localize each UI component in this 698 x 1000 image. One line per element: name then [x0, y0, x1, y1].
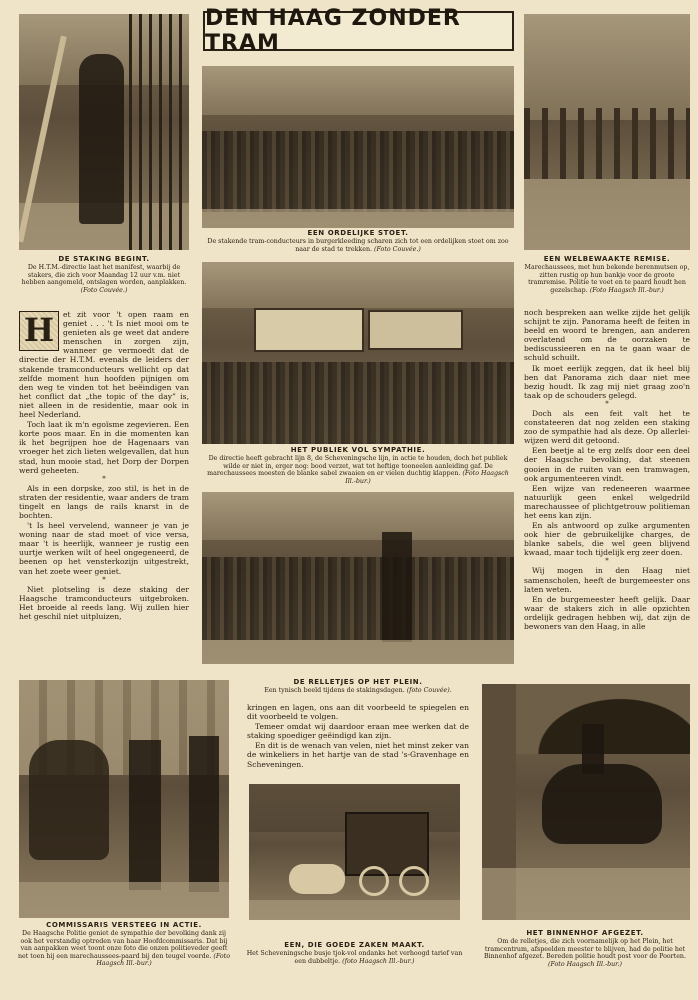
article-paragraph: Een beetje al te erg zelfs door een deel der Haagsche bevolking, dat steenen gooien in de ruiten van een tramwagen, ook argumenteeren vindt.: [524, 446, 690, 483]
caption-staking-begint: [19, 256, 189, 294]
article-paragraph: Een wijze van redeneeren waarmee natuurlijk geen enkel welgedrild marechaussee of plichtgetrouw politieman het eens kan zijn.: [524, 483, 690, 520]
article-paragraph: En de burgemeester heeft gelijk. Daar waar de stakers zich in alle opzichten ordelijk gedragen hebben wij, dat zijn de bewoners van den Haag, in alle: [524, 594, 690, 631]
article-column-right: noch bespreken aan welke zijde het gelijk schijnt te zijn. Panorama heeft de feiten in beeld en woord te brengen, aan anderen overlatend om de oorzaken te bediscussieeren en na te gaan waar de schuld schuilt. Ik moet eerlijk zeggen, dat ik heel blij ben dat Panorama zich daar niet mee bezig houdt. Ik zag mij niet graag zoo'n taak op de schouders gelegd. * Doch als een feit valt het te constateeren dat nog zelden een staking zoo de sympathie had als deze. Op allerlei-wijzen werd dit getoond. Een beetje al te erg zelfs door een deel der Haagsche bevolking, dat steenen gooien in de ruiten van een tramwagen, ook argumenteeren vindt. Een wijze van redeneeren waarmee natuurlijk geen enkel welgedrild marechaussee of plichtgetrouw politieman het eens kan zijn. En als antwoord op zulke argumenten ook hier de gebruikelijke charges, de blanke sabels, die wel geen blijvend kwaad, maar toch tijdelijk erg zeer doen. * Wij mogen in den Haag niet samenscholen, heeft de burgemeester ons laten weten. En de burgemeester heeft gelijk. Daar waar de stakers zich in alle opzichten ordelijk gedragen hebben wij, dat zijn de bewoners van den Haag, in alle: [524, 308, 690, 631]
caption-heading: HET PUBLIEK VOL SYMPATHIE.: [290, 446, 426, 454]
article-paragraph: En als antwoord op zulke argumenten ook hier de gebruikelijke charges, de blanke sabels, die wel geen blijvend kwaad, maar toch tijdelijk erg zeer doen.: [524, 521, 690, 558]
photo-binnenhof-afgezet: [482, 684, 690, 920]
caption-relletjes-op-het-plein: [202, 679, 514, 695]
caption-heading: EEN WELBEWAAKTE REMISE.: [543, 255, 671, 263]
article-paragraph: Ik moet eerlijk zeggen, dat ik heel blij ben dat Panorama zich daar niet mee bezig houdt. Ik zag mij niet graag zoo'n taak op de schouders gelegd.: [524, 363, 690, 400]
photo-publiek-vol-sympathie: [202, 262, 514, 444]
article-paragraph: Temeer omdat wij daardoor eraan mee werken dat de staking spoediger geëindigd kan zijn.: [247, 722, 469, 741]
caption-text: Een tynisch beeld tijdens de stakingsdagen.: [264, 687, 405, 695]
article-paragraph: et zit voor 't open raam en geniet . . . 't Is niet mooi om te genieten als ge weet dat andere menschen in zorgen zijn, wanneer ge vermoedt dat de directie der H.T.M. evenals de leiders der stakende tramconducteurs wellicht op dat zelfde moment hun hoofden pijnigen om den weg te vinden tot het beëindigen van het conflict dat „the topic of the day” is, niet alleen in de residentie, maar ook in heel Nederland.: [19, 310, 189, 420]
caption-heading: EEN, DIE GOEDE ZAKEN MAAKT.: [284, 941, 425, 949]
caption-credit: (Foto Haagsch Ill.-bur.): [96, 952, 230, 968]
caption-text: De Haagsche Politie geniet de sympathie der bevolking dank zij ook het verstandig optreden van haar Hoofdcommissaris. Dat bij van aanpakken weet toont onze foto die onzen politieveder geeft net toen hij een marechaussees-paard bij den teugel voerde.: [17, 930, 228, 960]
article-column-middle: [247, 703, 469, 779]
caption-credit: (foto Couvée).: [406, 687, 452, 695]
article-paragraph: 't Is heel vervelend, wanneer je van je woning naar de stad moet of vice versa, maar 't is heerlijk, wanneer je rustig een uurtje werken wilt of heel ongegeneerd, de beenen op het vensterkozijn uitgestrekt, van het zoete weer geniet.: [19, 521, 189, 576]
caption-credit: (Foto Haagsch Ill.-bur.): [589, 286, 664, 294]
article-paragraph: kringen en lagen, ons aan dit voorbeeld te spiegelen en dit voorbeeld te volgen.: [247, 703, 469, 722]
article-dropcap: H: [19, 311, 59, 351]
caption-text: Marechaussees, met hun bekende berenmutsen op, zitten rustig op hun bankje voor de groote tramremise. Politie te voet en te paard houdt hen gezelschap.: [524, 264, 690, 294]
caption-heading: HET BINNENHOF AFGEZET.: [526, 929, 644, 937]
photo-welbewaakte-remise: [524, 14, 690, 250]
caption-heading: EEN ORDELIJKE STOET.: [307, 229, 409, 237]
photo-commissaris-versteeg: [19, 680, 229, 918]
article-paragraph: noch bespreken aan welke zijde het gelijk schijnt te zijn. Panorama heeft de feiten in beeld en woord te brengen, aan anderen overlatend om de oorzaken te bediscussieeren en na te gaan waar de schuld schuilt.: [524, 308, 690, 363]
caption-heading: DE RELLETJES OP HET PLEIN.: [293, 678, 423, 686]
caption-text: De directie heeft gebracht lijn 8, de Scheveningsche lijn, in actie te houden, doch het publiek wilde er niet in, erger nog: bood verzet, wat tot heftige tooneelen aanleiding gaf. De marechaussees moesten de blanke sabel zwaaien en er vielen duchtig klappen.: [207, 455, 508, 478]
caption-text: Het Scheveningsche busje tjok-vol ondanks het verhoogd tarief van een dubbeltje.: [246, 950, 463, 965]
caption-text: Om de relletjes, die zich voornamelijk op het Plein, het tramcentrum, afspeelden meester te blijven, had de politie het Binnenhof afgezet. Bereden politie houdt post voor de Poorten.: [483, 938, 686, 961]
caption-credit: (Foto Couvée.): [80, 286, 128, 294]
page-title: DEN HAAG ZONDER TRAM: [205, 6, 461, 56]
article-paragraph: Toch laat ik m'n egoïsme zegevieren. Een korte poos maar. En in die momenten kan ik het begrijpen hoe de Hagenaars van vroeger het zich lieten welgevallen, dat hun stad, hun mooie stad, het Dorp der Dorpen werd geheeten.: [19, 420, 189, 475]
caption-credit: (Foto Couvée.): [374, 245, 421, 253]
photo-relletjes-op-het-plein: [202, 492, 514, 664]
caption-credit: (Foto Haagsch Ill.-bur.): [345, 470, 509, 485]
caption-heading: DE STAKING BEGINT.: [58, 255, 150, 263]
page-title-box: [203, 6, 514, 56]
article-paragraph: Wij mogen in den Haag niet samenscholen, heeft de burgemeester ons laten weten.: [524, 566, 690, 594]
caption-credit: (Foto Haagsch Ill.-bur.): [548, 960, 622, 968]
article-paragraph: Als in een dorpske, zoo stil, is het in de straten der residentie, waar anders de tram tingelt en langs de rails knarst in de bochten.: [19, 483, 189, 520]
caption-goede-zaken: [245, 942, 464, 965]
caption-binnenhof-afgezet: [478, 930, 692, 968]
caption-text: De stakende tram-conducteurs in burgerkleeding scharen zich tot een ordelijken stoet om zoo naar de stad te trekken.: [207, 238, 509, 253]
caption-commissaris-versteeg: [17, 922, 231, 967]
article-column-left: H et zit voor 't open raam en geniet . . . 't Is niet mooi om te genieten als ge weet dat andere menschen in zorgen zijn, wanneer ge vermoedt dat de directie der H.T.M. evenals de leiders der stakende tramconducteurs wellicht op dat zelfde moment hun hoofden pijnigen om den weg te vinden tot het beëindigen van het conflict dat „the topic of the day” is, niet alleen in de residentie, maar ook in heel Nederland. Toch laat ik m'n egoïsme zegevieren. Een korte poos maar. En in die momenten kan ik het begrijpen hoe de Hagenaars van vroeger het zich lieten welgevallen, dat hun stad, hun mooie stad, het Dorp der Dorpen werd geheeten. * Als in een dorpske, zoo stil, is het in de straten der residentie, waar anders de tram tingelt en langs de rails knarst in de bochten. 't Is heel vervelend, wanneer je van je woning naar de stad moet of vice versa, maar 't is heerlijk, wanneer je rustig een uurtje werken wilt of heel ongegeneerd, de beenen op het vensterkozijn uitgestrekt, van het zoete weer geniet. * Niet plotseling is deze staking der Haagsche tramconducteurs uitgebroken. Het broeide al reeds lang. Wij zullen hier het geschil niet uitpluizen,: [19, 310, 189, 621]
article-paragraph: Doch als een feit valt het te constateeren dat nog zelden een staking zoo de sympathie had als deze. Op allerlei-wijzen werd dit getoond.: [524, 408, 690, 446]
caption-welbewaakte-remise: [524, 256, 690, 294]
photo-goede-zaken: [249, 784, 460, 920]
caption-text: De H.T.M.-directie laat het manifest, waarbij de stakers, die zich voor Maandag 12 uur v.m. niet hebben aangemeld, ontslagen worden, aanplakken.: [21, 264, 187, 287]
caption-publiek-vol-sympathie: [202, 447, 514, 485]
photo-staking-begint: [19, 14, 189, 250]
caption-ordelijke-stoet: [202, 230, 514, 253]
article-paragraph: En dit is de wenach van velen, niet het minst zeker van de winkeliers in het hartje van de stad 's-Gravenhage en Scheveningen.: [247, 741, 469, 769]
caption-heading: COMMISSARIS VERSTEEG IN ACTIE.: [46, 921, 202, 929]
photo-ordelijke-stoet: [202, 66, 514, 228]
article-paragraph: Niet plotseling is deze staking der Haagsche tramconducteurs uitgebroken. Het broeide al reeds lang. Wij zullen hier het geschil niet uitpluizen,: [19, 584, 189, 621]
caption-credit: (foto Haagsch Ill.-bur.): [342, 957, 415, 965]
